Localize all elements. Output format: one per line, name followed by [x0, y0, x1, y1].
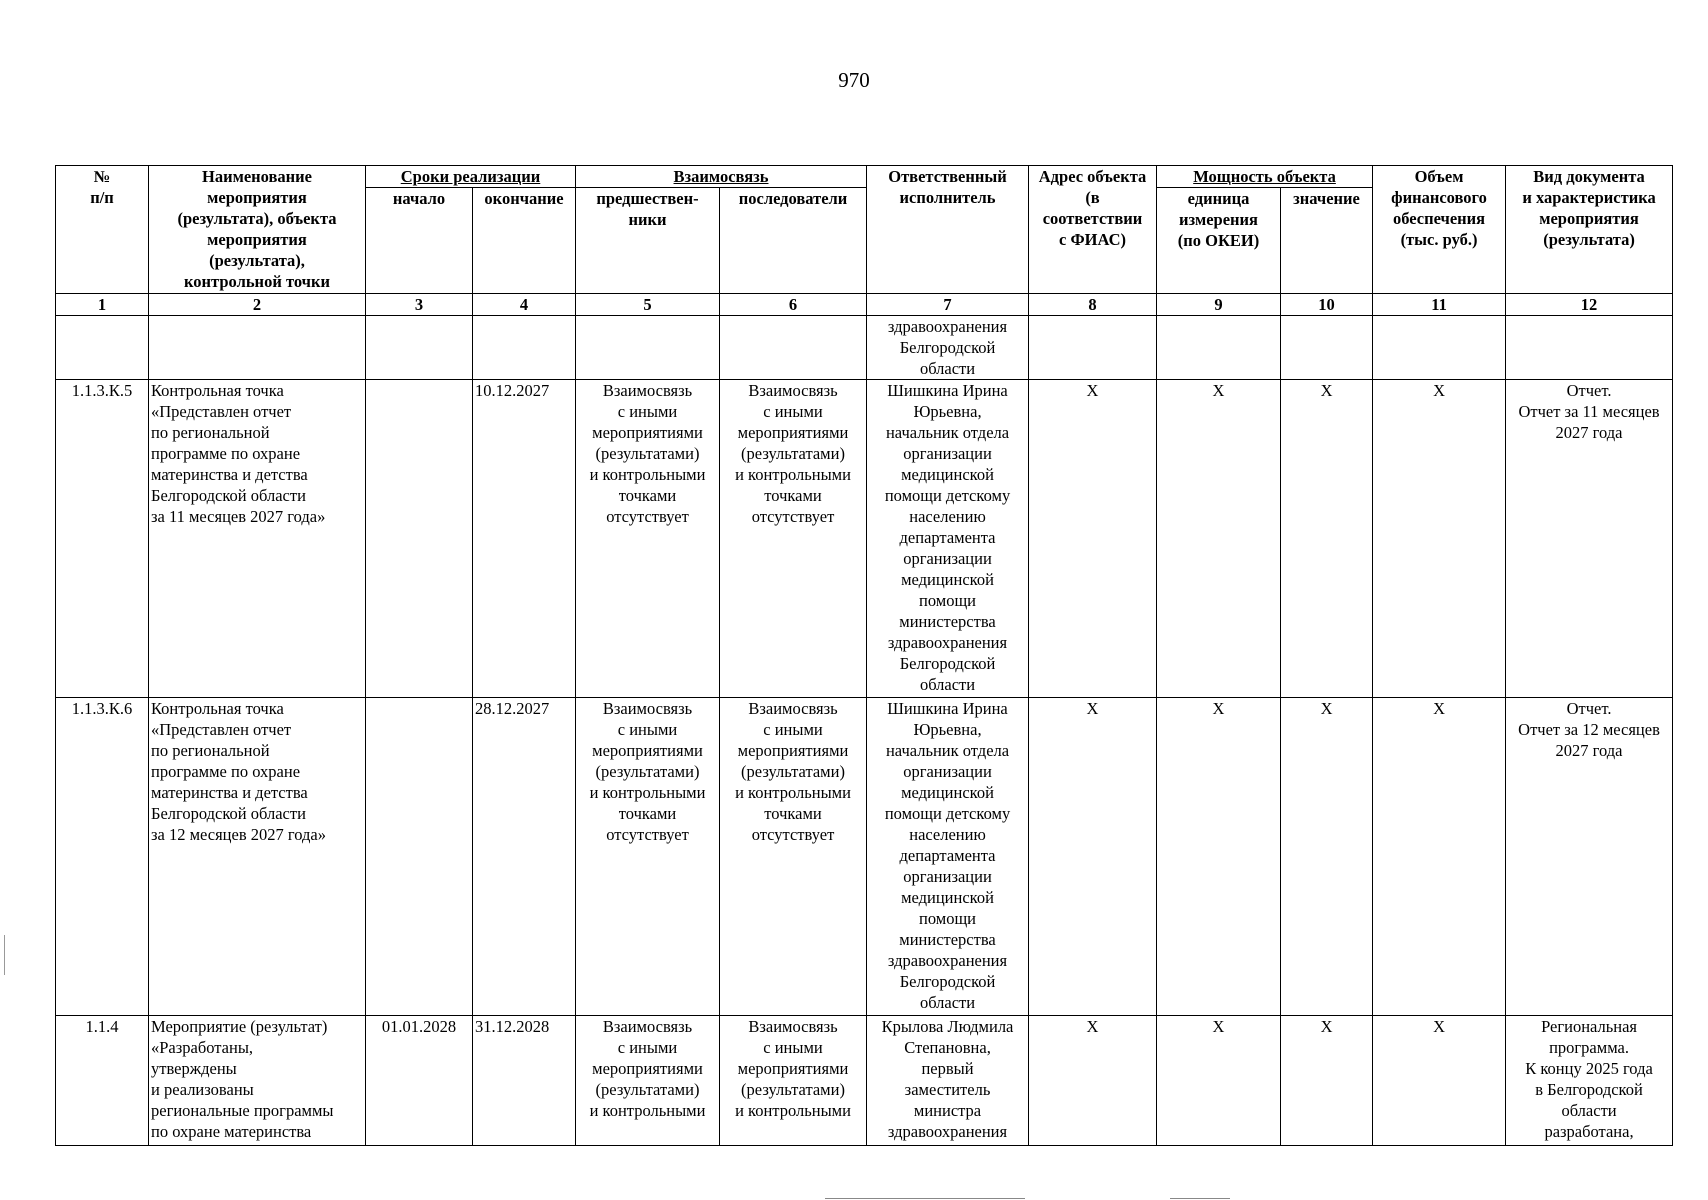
cell-num: 1.1.3.К.5 — [56, 380, 149, 698]
cell-address: Х — [1029, 1016, 1157, 1146]
cell-predecessors: Взаимосвязь с иными мероприятиями (результатами) и контрольными точками отсутствует — [576, 380, 720, 698]
plan-table — [55, 165, 1673, 1146]
cell-name: Контрольная точка «Представлен отчет по региональной программе по охране материнства и детства Белгородской области за 11 месяцев 2027 года» — [149, 380, 366, 698]
cell-value: Х — [1281, 1016, 1373, 1146]
table-row — [56, 1016, 1673, 1146]
header-followers: последователи — [720, 188, 867, 294]
cell-address — [1029, 316, 1157, 380]
cell-predecessors: Взаимосвязь с иными мероприятиями (результатами) и контрольными точками отсутствует — [576, 698, 720, 1016]
column-number: 3 — [366, 294, 473, 316]
cell-predecessors: Взаимосвязь с иными мероприятиями (результатами) и контрольными — [576, 1016, 720, 1146]
cell-address: Х — [1029, 380, 1157, 698]
cell-doc: Отчет. Отчет за 12 месяцев 2027 года — [1506, 698, 1673, 1016]
column-number-row — [56, 294, 1673, 316]
column-number: 7 — [867, 294, 1029, 316]
scan-margin-mark — [4, 935, 5, 975]
column-number: 8 — [1029, 294, 1157, 316]
header-num: № п/п — [56, 166, 149, 294]
cell-num: 1.1.3.К.6 — [56, 698, 149, 1016]
cell-name: Мероприятие (результат) «Разработаны, утверждены и реализованы региональные программы по охране материнства — [149, 1016, 366, 1146]
cell-responsible: Шишкина Ирина Юрьевна, начальник отдела организации медицинской помощи детскому населению департамента организации медицинской помощи министерства здравоохранения Белгородской области — [867, 698, 1029, 1016]
header-value: значение — [1281, 188, 1373, 294]
cell-end: 28.12.2027 — [473, 698, 576, 1016]
cell-finance: Х — [1373, 698, 1506, 1016]
cell-predecessors — [576, 316, 720, 380]
cell-unit: Х — [1157, 1016, 1281, 1146]
header-unit: единица измерения (по ОКЕИ) — [1157, 188, 1281, 294]
header-responsible: Ответственный исполнитель — [867, 166, 1029, 294]
cell-unit: Х — [1157, 698, 1281, 1016]
cell-name — [149, 316, 366, 380]
cell-finance — [1373, 316, 1506, 380]
cell-end — [473, 316, 576, 380]
column-number: 5 — [576, 294, 720, 316]
header-capacity-group: Мощность объекта — [1157, 166, 1373, 188]
cell-num — [56, 316, 149, 380]
cell-start — [366, 380, 473, 698]
cell-name: Контрольная точка «Представлен отчет по региональной программе по охране материнства и детства Белгородской области за 12 месяцев 2027 года» — [149, 698, 366, 1016]
cell-doc: Отчет. Отчет за 11 месяцев 2027 года — [1506, 380, 1673, 698]
header-predecessors: предшествен- ники — [576, 188, 720, 294]
cell-doc: Региональная программа. К концу 2025 года в Белгородской области разработана, — [1506, 1016, 1673, 1146]
cell-responsible: здравоохранения Белгородской области — [867, 316, 1029, 380]
scan-footer-rule — [1170, 1198, 1230, 1199]
page-number: 970 — [838, 68, 870, 92]
cell-value — [1281, 316, 1373, 380]
header-doc-type: Вид документа и характеристика мероприятия (результата) — [1506, 166, 1673, 294]
cell-followers: Взаимосвязь с иными мероприятиями (результатами) и контрольными — [720, 1016, 867, 1146]
cell-followers: Взаимосвязь с иными мероприятиями (результатами) и контрольными точками отсутствует — [720, 380, 867, 698]
cell-followers: Взаимосвязь с иными мероприятиями (результатами) и контрольными точками отсутствует — [720, 698, 867, 1016]
column-number: 11 — [1373, 294, 1506, 316]
cell-responsible: Шишкина Ирина Юрьевна, начальник отдела организации медицинской помощи детскому населению департамента организации медицинской помощи министерства здравоохранения Белгородской области — [867, 380, 1029, 698]
header-relation-group: Взаимосвязь — [576, 166, 867, 188]
cell-value: Х — [1281, 380, 1373, 698]
table-row — [56, 698, 1673, 1016]
cell-unit — [1157, 316, 1281, 380]
header-end: окончание — [473, 188, 576, 294]
header-address: Адрес объекта (в соответствии с ФИАС) — [1029, 166, 1157, 294]
column-number: 10 — [1281, 294, 1373, 316]
cell-end: 31.12.2028 — [473, 1016, 576, 1146]
table-row — [56, 380, 1673, 698]
header-row-1 — [56, 166, 1673, 188]
table-row — [56, 316, 1673, 380]
cell-end: 10.12.2027 — [473, 380, 576, 698]
cell-unit: Х — [1157, 380, 1281, 698]
column-number: 12 — [1506, 294, 1673, 316]
cell-finance: Х — [1373, 1016, 1506, 1146]
column-number: 2 — [149, 294, 366, 316]
column-number: 1 — [56, 294, 149, 316]
cell-finance: Х — [1373, 380, 1506, 698]
cell-start — [366, 316, 473, 380]
cell-responsible: Крылова Людмила Степановна, первый заместитель министра здравоохранения — [867, 1016, 1029, 1146]
cell-num: 1.1.4 — [56, 1016, 149, 1146]
cell-start: 01.01.2028 — [366, 1016, 473, 1146]
column-number: 9 — [1157, 294, 1281, 316]
cell-start — [366, 698, 473, 1016]
header-name: Наименование мероприятия (результата), объекта мероприятия (результата), контрольной точки — [149, 166, 366, 294]
cell-doc — [1506, 316, 1673, 380]
header-terms-group: Сроки реализации — [366, 166, 576, 188]
cell-followers — [720, 316, 867, 380]
column-number: 6 — [720, 294, 867, 316]
column-number: 4 — [473, 294, 576, 316]
header-finance: Объем финансового обеспечения (тыс. руб.) — [1373, 166, 1506, 294]
header-start: начало — [366, 188, 473, 294]
cell-address: Х — [1029, 698, 1157, 1016]
cell-value: Х — [1281, 698, 1373, 1016]
scan-footer-rule — [825, 1198, 1025, 1199]
